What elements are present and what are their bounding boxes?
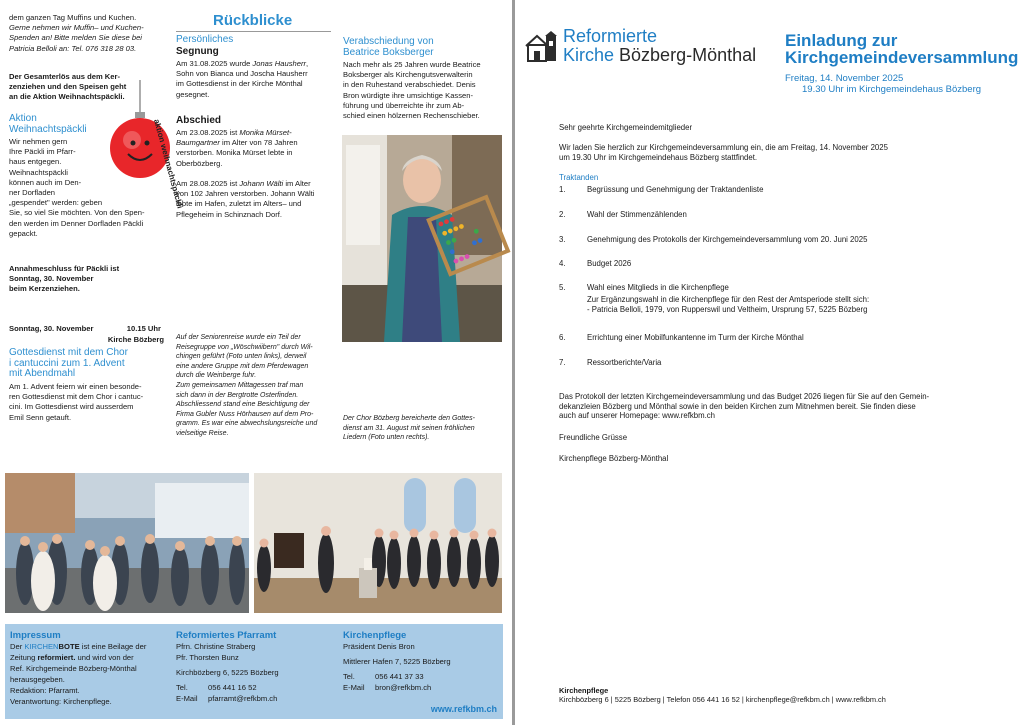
impressum-line: ist eine Beilage der <box>79 642 147 651</box>
verabschiedung-text <box>343 60 508 121</box>
footer-contact: Kirchbözberg 6 | 5225 Bözberg | Telefon 056 441 16 52 | kirchenpflege@refkbm.ch | www.refkbm.ch <box>559 695 886 705</box>
event-date: Sonntag, 30. November <box>9 324 94 333</box>
caption-line: Auf der Seniorenreise wurde ein Teil der <box>176 334 301 341</box>
ornament-label: aktion weihnachtspäckli <box>152 118 185 210</box>
seniorenreise-photo <box>5 473 249 613</box>
segnung-heading: Segnung <box>176 46 219 57</box>
seniorenreise-caption <box>176 333 336 439</box>
segnung-line: im Gottesdienst in der Kirche Mönthal <box>176 79 303 89</box>
impressum-section <box>10 630 170 707</box>
impressum-line: Zeitung <box>10 653 38 662</box>
caption-line: Firma Gubler Nuss Hörhausen auf dem Pro- <box>176 410 314 418</box>
pfarramt-address: Kirchbözberg 6, 5225 Bözberg <box>176 668 279 677</box>
pfarramt-email-link[interactable]: pfarramt@refkbm.ch <box>208 694 278 703</box>
segnung-line: Am 31.08.2025 wurde <box>176 59 253 68</box>
agenda-text: Begrüssung und Genehmigung der Traktandenliste <box>587 185 764 194</box>
aktion-line: Weihnachtspäckli <box>9 167 68 177</box>
gottesdienst-line: ren Gottesdienst mit dem Chor i cantuc- <box>9 392 144 402</box>
abschied-line: Oberbözberg. <box>176 158 223 168</box>
invitation-line: Wir laden Sie herzlich zur Kirchgemeindeversammlung ein, die am Freitag, 14. November 2025 <box>559 143 888 152</box>
person-name: Monika Mürset- <box>239 128 292 137</box>
signature: Kirchenpflege Bözberg-Mönthal <box>559 454 669 463</box>
annahmeschluss-line: Annahmeschluss für Päckli ist <box>9 264 120 273</box>
gottesdienst-heading-line: mit Abendmahl <box>9 368 76 379</box>
website-link[interactable]: www.refkbm.ch <box>430 704 497 714</box>
gottesdienst-line: Emil Senn getauft. <box>9 412 72 422</box>
page-footer <box>559 686 886 705</box>
abschied-text <box>176 128 336 220</box>
abschied-line: verstorben. Monika Mürset lebte in <box>176 148 293 158</box>
aktion-line: können auch im Den- <box>9 177 82 187</box>
tel-label: Tel. <box>176 683 188 692</box>
agenda-text: Budget 2026 <box>587 259 632 268</box>
caption-line: vielseitige Reise. <box>176 429 229 437</box>
gottesdienst-text <box>9 382 169 423</box>
pfarramt-line: Pfr. Thorsten Bunz <box>176 653 239 662</box>
page-title <box>785 32 1018 66</box>
caption-line: Der Chor Bözberg bereicherte den Gottes- <box>343 415 475 422</box>
caption-line: sich dann in der Bergtrotte Osterfinden. <box>176 391 299 399</box>
rueckblicke-title: Rückblicke <box>213 12 293 29</box>
impressum-heading: Impressum <box>10 630 61 641</box>
impressum-line: Der <box>10 642 25 651</box>
abschied-line: im Alter von 78 Jahren <box>219 138 298 148</box>
segnung-text <box>176 59 336 100</box>
annahmeschluss-line: Sonntag, 30. November <box>9 274 94 284</box>
abschied-line: Pflegeheim in Schinznach Dorf. <box>176 209 282 219</box>
gesamterloes-line: an die Aktion Weihnachtspäckli. <box>9 92 125 102</box>
agenda-number: 6. <box>559 333 566 342</box>
right-page <box>515 0 1024 725</box>
caption-line: dienst am 31. August mit seinen fröhlichen <box>343 424 475 432</box>
muffin-line: dem ganzen Tag Muffins und Kuchen. <box>9 13 137 22</box>
persoenliches-heading: Persönliches <box>176 34 234 45</box>
aktion-line: Wir nehmen gern <box>9 137 68 146</box>
event-place: Kirche Bözberg <box>107 335 164 344</box>
abschied-line: Am 23.08.2025 ist <box>176 128 240 137</box>
event-time: 10.15 Uhr <box>126 324 161 333</box>
kirchenbote-kirchen: KIRCHEN <box>24 642 59 651</box>
verabschiedung-line: führung und überreichte ihr zum Ab- <box>343 100 465 110</box>
impressum-line: Ref. Kirchgemeinde Bözberg-Mönthal <box>10 664 137 673</box>
pfarramt-line: Pfrn. Christine Straberg <box>176 642 256 651</box>
pfarramt-heading: Reformiertes Pfarramt <box>176 630 277 641</box>
caption-line: Abschliessend stand eine Besichtigung der <box>176 401 310 409</box>
event-date-line: Freitag, 14. November 2025 <box>785 73 904 84</box>
aktion-line: ner Dorfladen <box>9 188 56 198</box>
annahmeschluss-text <box>9 264 169 295</box>
verabschiedung-heading-line: Verabschiedung von <box>343 36 434 47</box>
agenda-number: 7. <box>559 358 566 367</box>
agenda-text: Genehmigung des Protokolls der Kirchgemeindeversammlung vom 20. Juni 2025 <box>587 235 868 244</box>
caption-line: chingen geführt (Foto unten links), derweil <box>176 353 307 361</box>
closing-text <box>559 392 929 421</box>
agenda-text: Wahl der Stimmenzählenden <box>587 210 687 219</box>
closing-line: Das Protokoll der letzten Kirchgemeindeversammlung und das Budget 2026 liegen für Sie auf den Gemein- <box>559 392 930 401</box>
person-name: Johann Wälti <box>239 179 284 189</box>
church-logo-icon <box>526 31 558 63</box>
muffin-text <box>9 13 169 54</box>
abschied-line: Am 28.08.2025 ist <box>176 179 240 189</box>
kirchenpflege-heading: Kirchenpflege <box>343 630 407 641</box>
segnung-line: , <box>306 59 309 68</box>
verabschiedung-line: Nach mehr als 25 Jahren wurde Beatrice <box>343 60 481 69</box>
kirchenpflege-address: Mittlerer Hafen 7, 5225 Bözberg <box>343 657 451 666</box>
verabschiedung-line: Bron würdigte ihre umsichtige Kassen- <box>343 90 473 100</box>
muffin-line: Gerne nehmen wir Muffin– und Kuchen- <box>9 23 144 33</box>
agenda-text: Wahl eines Mitglieds in die Kirchenpflege <box>587 283 729 292</box>
aktion-heading <box>9 114 87 135</box>
person-name: Baumgartner <box>176 138 220 148</box>
agenda-number: 2. <box>559 210 566 219</box>
traktanden-heading: Traktanden <box>559 173 599 182</box>
email-label: E-Mail <box>176 694 198 703</box>
divider <box>176 31 331 32</box>
email-label: E-Mail <box>343 683 365 692</box>
pfarramt-phone[interactable]: 056 441 16 52 <box>208 683 257 692</box>
caption-line: Liedern (Foto unten rechts). <box>343 434 430 442</box>
aktion-line: „gespendet" werden: geben <box>9 198 103 208</box>
farewell-photo <box>342 135 502 342</box>
chor-caption <box>343 414 508 443</box>
closing-line: auch auf unserer Homepage: www.refkbm.ch <box>559 411 716 421</box>
event-header <box>9 324 161 334</box>
logo-kirche: Kirche <box>563 45 620 65</box>
caption-line: gramm. Es war eine abwechslungsreiche und <box>176 420 318 428</box>
gesamterloes-line: Der Gesamterlös aus dem Ker- <box>9 72 120 81</box>
impressum-line: Redaktion: Pfarramt. <box>10 686 80 695</box>
aktion-line: gepackt. <box>9 228 38 238</box>
invitation-text <box>559 143 888 162</box>
agenda-number: 5. <box>559 283 566 292</box>
logo-line-reformierte: Reformierte <box>563 26 658 46</box>
segnung-line: gesegnet. <box>176 89 210 99</box>
footer-heading: Kirchenpflege <box>559 686 609 695</box>
agenda-detail-line: - Patricia Belloli, 1979, von Rupperswil und Veltheim, Ursprung 57, 5225 Bözberg <box>587 304 868 314</box>
aktion-line: Ihre Päckli im Pfarr- <box>9 147 76 157</box>
caption-line: Zum gemeinsamen Mittagessen traf man <box>176 381 304 389</box>
page-title-line: Einladung zur <box>785 31 898 50</box>
gottesdienst-heading-line: Gottesdienst mit dem Chor <box>9 347 128 358</box>
aktion-line: den werden im Denner Dorfladen Päckli <box>9 218 144 228</box>
aktion-line: Sie, so viel Sie möchten. Von den Spen- <box>9 208 145 218</box>
impressum-line: und wird von der <box>75 653 134 662</box>
closing-line: dekanzleien Bözberg und Mönthal sowie in den beiden Kirchen zum Mitnehmen bereit. Sie finden diese <box>559 401 916 411</box>
caption-line: durch die Weinberge fuhr. <box>176 372 257 380</box>
kirchenpflege-section <box>343 630 498 693</box>
reformiert-label: reformiert. <box>37 653 76 662</box>
agenda-number: 3. <box>559 235 566 244</box>
abschied-line: lebte im Hafen, zuletzt im Alters– und <box>176 199 302 209</box>
agenda-detail-line: Zur Ergänzungswahl in die Kirchenpflege für den Rest der Amtsperiode stellt sich: <box>587 295 870 304</box>
gottesdienst-heading-line: i cantuccini zum 1. Advent <box>9 357 125 369</box>
agenda-text: Errichtung einer Mobilfunkantenne im Turm der Kirche Mönthal <box>587 333 804 342</box>
muffin-line: Patricia Belloli an: Tel. 076 318 28 03. <box>9 43 137 53</box>
kirchenpflege-line: Präsident Denis Bron <box>343 642 415 651</box>
pfarramt-section <box>176 630 336 704</box>
agenda-item-5-details <box>587 295 869 314</box>
impressum-box <box>5 624 503 719</box>
agenda-number: 4. <box>559 259 566 268</box>
impressum-line: herausgegeben. <box>10 675 65 684</box>
person-name: Jonas Hausherr <box>252 59 307 68</box>
tel-label: Tel. <box>343 672 355 681</box>
gottesdienst-line: Am 1. Advent feiern wir einen besonde- <box>9 382 142 391</box>
christmas-ornament-icon <box>104 80 185 220</box>
caption-line: Reisegruppe von „Wöschwiibern" durch Wil- <box>176 343 313 351</box>
salutation: Sehr geehrte Kirchgemeindemitglieder <box>559 123 693 132</box>
gottesdienst-line: cini. Im Gottesdienst wird ausserdem <box>9 402 134 412</box>
event-datetime <box>785 74 981 95</box>
verabschiedung-line: in den Ruhestand verabschiedet. Denis <box>343 80 476 90</box>
aktion-line: haus entgegen. <box>9 157 62 167</box>
verabschiedung-heading <box>343 37 434 58</box>
caption-line: eine andere Gruppe mit dem Pferdewagen <box>176 362 309 370</box>
chor-photo <box>254 473 502 613</box>
invitation-line: um 19.30 Uhr im Kirchgemeindehaus Bözberg stattfindet. <box>559 152 758 162</box>
annahmeschluss-line: beim Kerzenziehen. <box>9 284 80 294</box>
kirchenbote-bote: BOTE <box>58 642 80 651</box>
logo-gemeinde: Bözberg-Mönthal <box>619 45 757 65</box>
kirchenpflege-phone[interactable]: 056 441 37 33 <box>375 672 424 681</box>
verabschiedung-line: schied einen hölzernen Rechenschieber. <box>343 111 480 121</box>
gesamterloes-line: zenziehen und den Speisen geht <box>9 82 127 92</box>
agenda-number: 1. <box>559 185 566 194</box>
verabschiedung-heading-line: Beatrice Boksberger <box>343 46 434 58</box>
segnung-line: Sohn von Bianca und Joscha Hausherr <box>176 69 308 79</box>
kirchenpflege-email-link[interactable]: bron@refkbm.ch <box>375 683 432 692</box>
aktion-heading-line: Aktion <box>9 113 37 124</box>
abschied-line: im Alter <box>283 179 311 189</box>
muffin-line: Spenden an! Bitte melden Sie diese bei <box>9 33 142 43</box>
abschied-line: von 102 Jahren verstorben. Johann Wälti <box>176 189 315 199</box>
gottesdienst-heading <box>9 348 128 380</box>
agenda-text: Ressortberichte/Varia <box>587 358 662 367</box>
abschied-heading: Abschied <box>176 115 222 126</box>
verabschiedung-line: Boksberger als Kirchengutsverwalterin <box>343 70 473 80</box>
greeting: Freundliche Grüsse <box>559 433 628 442</box>
impressum-line: Verantwortung: Kirchenpflege. <box>10 697 112 706</box>
page-title-line: Kirchgemeindeversammlung <box>785 48 1019 67</box>
event-time-line: 19.30 Uhr im Kirchgemeindehaus Bözberg <box>802 83 982 95</box>
church-logo-text <box>563 27 756 65</box>
aktion-heading-line: Weihnachtspäckli <box>9 123 87 135</box>
